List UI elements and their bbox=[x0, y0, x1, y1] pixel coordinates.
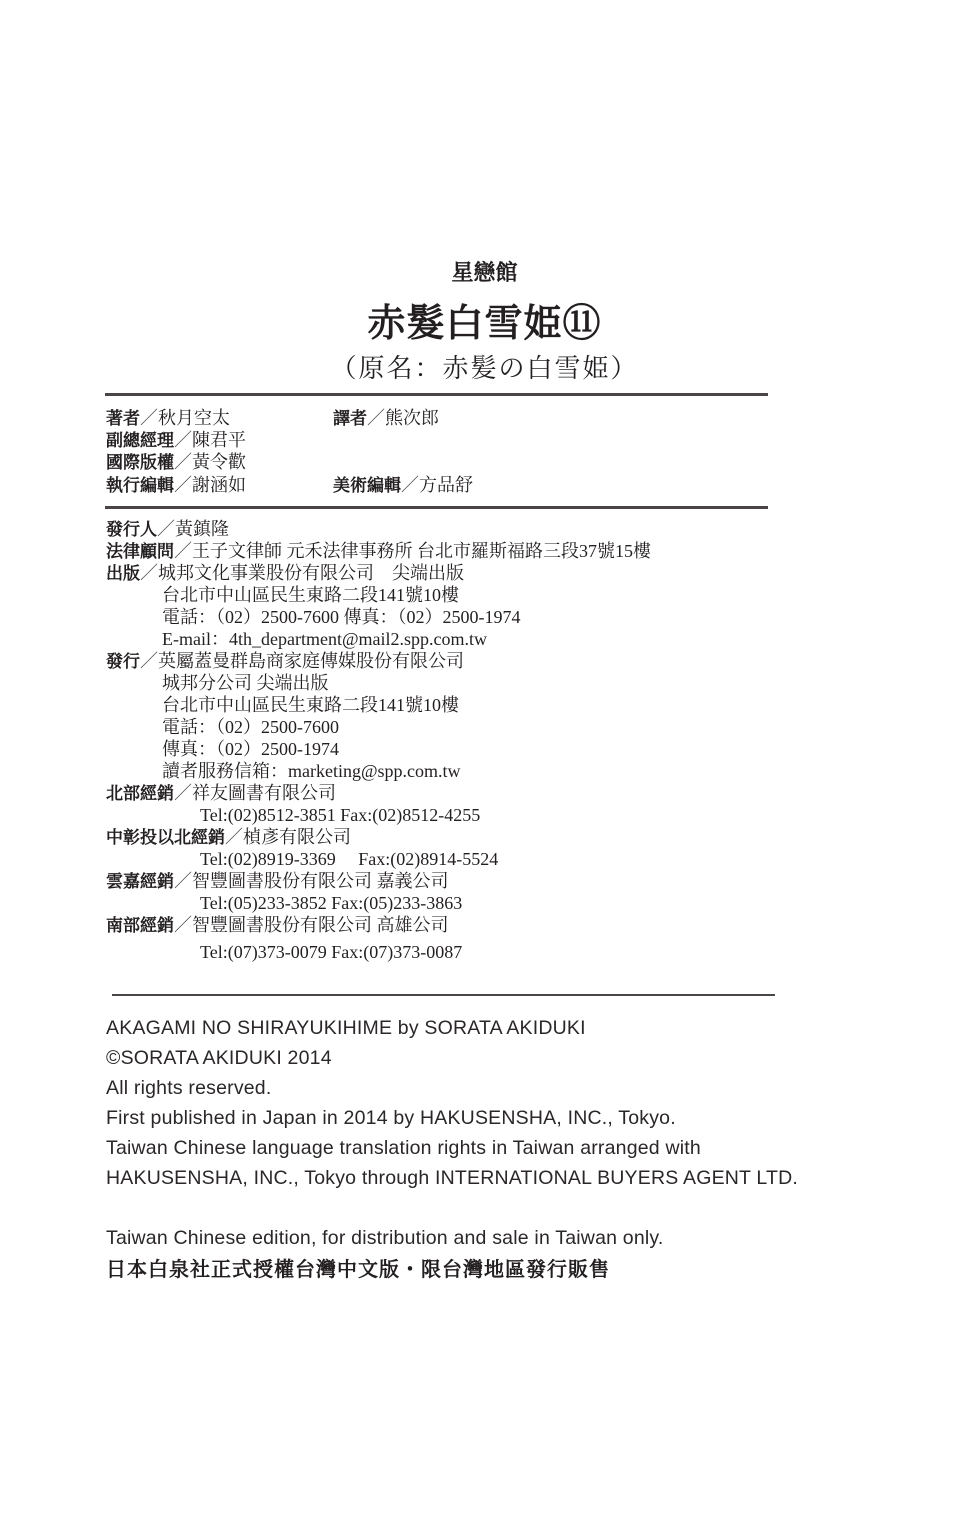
distributor bbox=[106, 650, 464, 673]
credit-translator bbox=[333, 407, 439, 430]
north-distributor-contact: Tel:(02)8512-3851 Fax:(02)8512-4255 bbox=[200, 805, 481, 825]
credit-value: 黃令歡 bbox=[192, 452, 246, 472]
edition-note: Taiwan Chinese edition, for distribution and sale in Taiwan only. bbox=[106, 1227, 664, 1249]
credit-label: 法律顧問 bbox=[106, 542, 174, 562]
separator: ／ bbox=[174, 871, 192, 892]
central-north-distributor bbox=[106, 826, 351, 849]
credit-value: 智豐圖書股份有限公司 嘉義公司 bbox=[192, 871, 449, 891]
credit-value: 王子文律師 元禾法律事務所 台北市羅斯福路三段37號15樓 bbox=[192, 541, 651, 561]
credit-label: 發行人 bbox=[106, 520, 157, 540]
separator: ／ bbox=[174, 452, 192, 473]
copyright-line: All rights reserved. bbox=[106, 1077, 272, 1099]
separator: ／ bbox=[225, 827, 243, 848]
yunchia-distributor bbox=[106, 870, 449, 893]
publisher bbox=[106, 562, 464, 585]
license-statement-cn: 日本白泉社正式授權台灣中文版・限台灣地區發行販售 bbox=[106, 1257, 610, 1281]
copyright-line: HAKUSENSHA, INC., Tokyo through INTERNATIONAL BUYERS AGENT LTD. bbox=[106, 1167, 799, 1189]
credit-value: 楨彥有限公司 bbox=[243, 827, 351, 847]
divider-bottom bbox=[112, 994, 775, 996]
central-north-distributor-contact: Tel:(02)8919-3369 Fax:(02)8914-5524 bbox=[200, 849, 499, 869]
south-distributor bbox=[106, 914, 449, 937]
credit-label: 南部經銷 bbox=[106, 916, 174, 936]
credit-art-editor bbox=[333, 474, 473, 497]
separator: ／ bbox=[174, 541, 192, 562]
credit-value: 陳君平 bbox=[192, 430, 246, 450]
credit-value: 智豐圖書股份有限公司 高雄公司 bbox=[192, 915, 449, 935]
credit-author bbox=[106, 407, 230, 430]
distributor-email: 讀者服務信箱：marketing@spp.com.tw bbox=[162, 761, 461, 781]
copyright-line: Taiwan Chinese language translation rights in Taiwan arranged with bbox=[106, 1137, 701, 1159]
credit-label: 中彰投以北經銷 bbox=[106, 828, 225, 848]
distributor-branch: 城邦分公司 尖端出版 bbox=[162, 673, 329, 693]
credit-label: 美術編輯 bbox=[333, 476, 401, 496]
publisher-phone: 電話：（02）2500-7600 傳真：（02）2500-1974 bbox=[162, 607, 521, 627]
credit-exec-editor bbox=[106, 474, 246, 497]
credit-value: 黃鎮隆 bbox=[175, 519, 229, 539]
publisher-person bbox=[106, 518, 229, 541]
publisher-email: E-mail：4th_department@mail2.spp.com.tw bbox=[162, 629, 488, 649]
credit-value: 秋月空太 bbox=[158, 408, 230, 428]
copyright-line: First published in Japan in 2014 by HAKUSENSHA, INC., Tokyo. bbox=[106, 1107, 676, 1129]
imprint-name: 星戀館 bbox=[451, 261, 518, 286]
credit-value: 祥友圖書有限公司 bbox=[192, 783, 336, 803]
divider-top bbox=[105, 393, 768, 396]
credit-value: 英屬蓋曼群島商家庭傳媒股份有限公司 bbox=[158, 651, 464, 671]
separator: ／ bbox=[174, 430, 192, 451]
credit-label: 北部經銷 bbox=[106, 784, 174, 804]
credit-label: 國際版權 bbox=[106, 453, 174, 473]
separator: ／ bbox=[174, 475, 192, 496]
credit-deputy-gm bbox=[106, 429, 246, 452]
credit-intl-rights bbox=[106, 451, 246, 474]
north-distributor bbox=[106, 782, 336, 805]
yunchia-distributor-contact: Tel:(05)233-3852 Fax:(05)233-3863 bbox=[200, 893, 463, 913]
credit-value: 城邦文化事業股份有限公司 尖端出版 bbox=[158, 563, 464, 583]
credit-value: 熊次郎 bbox=[385, 408, 439, 428]
separator: ／ bbox=[174, 915, 192, 936]
original-title: （原名：赤髪の白雪姫） bbox=[330, 354, 639, 384]
credit-value: 方品舒 bbox=[419, 475, 473, 495]
south-distributor-contact: Tel:(07)373-0079 Fax:(07)373-0087 bbox=[200, 942, 463, 962]
credit-label: 著者 bbox=[106, 409, 140, 429]
separator: ／ bbox=[140, 651, 158, 672]
separator: ／ bbox=[367, 408, 385, 429]
credit-label: 雲嘉經銷 bbox=[106, 872, 174, 892]
book-title: 赤髮白雪姫⑪ bbox=[367, 301, 602, 345]
credit-value: 謝涵如 bbox=[192, 475, 246, 495]
separator: ／ bbox=[174, 783, 192, 804]
separator: ／ bbox=[140, 563, 158, 584]
publisher-address: 台北市中山區民生東路二段141號10樓 bbox=[162, 585, 459, 605]
credit-label: 發行 bbox=[106, 652, 140, 672]
credit-label: 出版 bbox=[106, 564, 140, 584]
copyright-line: ©SORATA AKIDUKI 2014 bbox=[106, 1047, 332, 1069]
distributor-fax: 傳真：（02）2500-1974 bbox=[162, 739, 339, 759]
credit-label: 副總經理 bbox=[106, 431, 174, 451]
legal-counsel bbox=[106, 540, 651, 563]
separator: ／ bbox=[157, 519, 175, 540]
separator: ／ bbox=[140, 408, 158, 429]
credit-label: 執行編輯 bbox=[106, 476, 174, 496]
separator: ／ bbox=[401, 475, 419, 496]
distributor-address: 台北市中山區民生東路二段141號10樓 bbox=[162, 695, 459, 715]
distributor-phone: 電話：（02）2500-7600 bbox=[162, 717, 339, 737]
credit-label: 譯者 bbox=[333, 409, 367, 429]
divider-middle bbox=[105, 506, 768, 509]
copyright-line: AKAGAMI NO SHIRAYUKIHIME by SORATA AKIDUKI bbox=[106, 1017, 586, 1039]
